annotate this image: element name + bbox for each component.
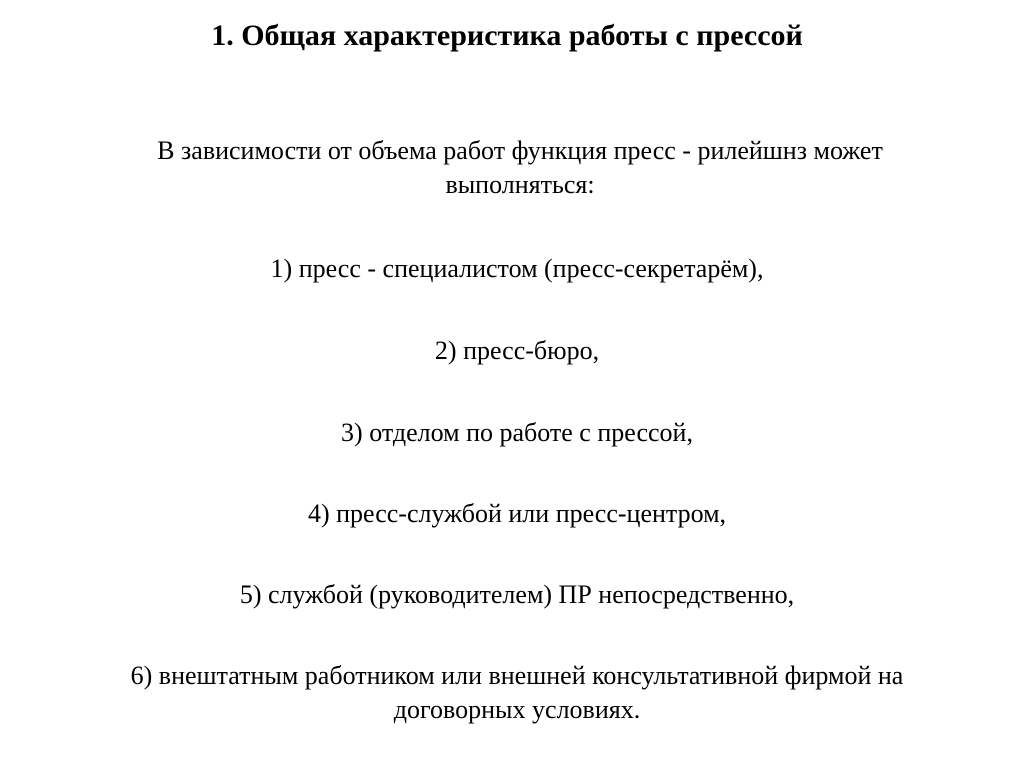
list-item: 2) пресс-бюро, <box>434 336 600 365</box>
intro-text: В зависимости от объема работ функция пресс - рилейшнз может выполняться: <box>157 136 883 199</box>
list-item: 5) службой (руководителем) ПР непосредственно, <box>239 580 795 609</box>
list-item: 1) пресс - специалистом (пресс-секретарём), <box>270 254 764 283</box>
slide-title: 1. Общая характеристика работы с прессой <box>211 19 803 52</box>
list-item: 3) отделом по работе с прессой, <box>341 418 693 447</box>
list-item: 4) пресс-службой или пресс-центром, <box>307 499 727 528</box>
list-item: 6) внештатным работником или внешней консультативной фирмой на договорных условиях. <box>130 661 904 724</box>
